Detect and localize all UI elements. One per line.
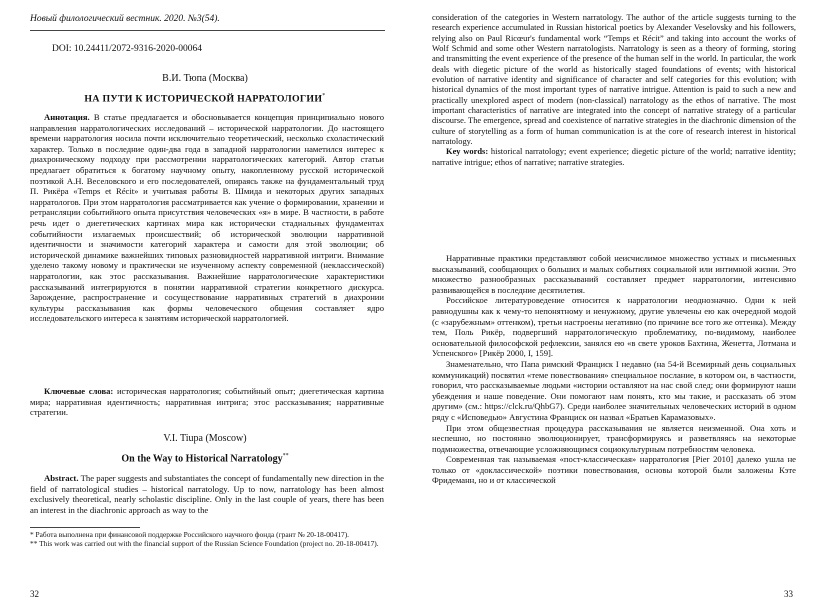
abstract-ru <box>30 112 384 324</box>
keywords-ru-text: историческая нарратология; событийный опыт; диегетическая картина мира; нарративная идентичность; нарративная интрига; этос рассказывания; нарративные стратегии. <box>30 386 384 418</box>
body-text <box>432 253 796 486</box>
footnotes <box>30 530 384 548</box>
abstract-en-continued <box>432 12 796 167</box>
abstract-ru-label: Аннотация. <box>44 112 90 122</box>
body-paragraph: Нарративные практики представляют собой неисчислимое множество устных и письменных высказываний, сообщающих о больших и малых событиях социальной или интимной жизни. Это множество разнообразных рассказываний составляет предмет нарратологии, интенсивно развивающейся в последние десятилетия. <box>432 253 796 295</box>
title-en-footnote-mark: ** <box>282 453 289 459</box>
title-en-text: On the Way to Historical Narratology <box>121 453 283 465</box>
abstract-en-continued-text: consideration of the categories in Western narratology. The author of the article suggests turning to the research experience accumulated in Russian historical poetics by Alexander Veselovsky and his followers, relying also on Paul Ricœur's fundamental work “Temps et Récit” and taking into account the works of Wolf Schmid and some other Western narratologists. Narratology is seen as a theory of forming, storing and transmitting the event experience of the presence of the human self in the world. In particular, the work deals with diegetic picture of the world as historically staged foundations of events; with historical evolution of narrative identity and significance of character and self categories for this evolution; with historical dynamics of the most important types of narrative intrigue. Attention is paid to such a new and practically unexplored aspect of modern (non-classical) narratology as the ethos of narrative. The most important characteristics of narrative are integrated into the concept of narrative strategy of a particular discourse. The emergence, spread and coexistence of narrative strategies in the diachronic dimension of the culture of storytelling as a form of human communication is at the core of research interest in historical narratology. <box>432 12 796 147</box>
footnote-2: ** This work was carried out with the financial support of the Russian Science Foundation (project no. 20-18-00417). <box>30 539 379 549</box>
page-number-left: 32 <box>30 589 39 599</box>
title-ru-footnote-mark: * <box>322 93 326 99</box>
abstract-en-text: The paper suggests and substantiates the concept of fundamentally new direction in the field of narratological studies – historical narratology. Up to now, narratology has been almost exclusively theoretical, nearly scholastic discipline. Only in the last couple of years, there has been an interest in the diachronic approach as way to the <box>30 473 385 515</box>
author-en: V.I. Tiupa (Moscow) <box>163 433 247 444</box>
header-rule <box>30 30 385 31</box>
footnote-rule <box>30 527 140 528</box>
abstract-ru-text: В статье предлагается и обосновывается концепция принципиально нового направления нарратологических исследований – исторической нарратологии. До настоящего времени нарратология носила почти исключительно теоретический, несколько схоластический характер. Только в последние один-два года в западной нарратологии наметился интерес к диахроническому подходу при рассмотрении нарратологических категорий. Автор статьи предлагает обратиться к богатому научному опыту, накопленному русской исторической поэтикой А.Н. Веселовского и его последователей, опираясь также на фундаментальный труд П. Рикёра «Temps et Récit» и учитывая работы В. Шмида и некоторых других западных нарратологов. При этом нарратология рассматривается как учение о формировании, хранении и ретрансляции событийного опыта присутствия человеческих «я» в мире. В частности, в работе речь идет о диегетических картинах мира как исторически стадиальных фундаментах событийности излагаемых происшествий; об исторической эволюции нарративной идентичности и значимости категорий характера и самости для этой эволюции; об исторической динамике важнейших типовых разновидностей нарративной интриги. Внимание уделено такому новому и практически не изученному аспекту современной (неклассической) нарратологии, как этос рассказывания. Важнейшие нарратологические характеристики рассказываний интегрируются в понятии нарративной стратегии конкретного дискурса. Зарождение, распространение и сосуществование нарративных стратегий в диахронии культуры рассказывания как формы человеческого общения составляет ядро исследовательского интереса к занятиям исторической нарратологией. <box>30 112 384 324</box>
author-ru: В.И. Тюпа (Москва) <box>162 73 248 84</box>
keywords-en-label: Key words: <box>446 146 489 157</box>
title-ru-text: НА ПУТИ К ИСТОРИЧЕСКОЙ НАРРАТОЛОГИИ <box>84 93 323 105</box>
keywords-en-text: historical narratology; event experience; diegetic picture of the world; narrative identity; narrative intrigue; ethos of narrative; narrative strategies. <box>432 146 796 167</box>
page-number-right: 33 <box>784 589 793 599</box>
abstract-en-label: Abstract. <box>44 473 79 483</box>
keywords-ru <box>30 386 384 418</box>
body-paragraph: Современная так называемая «пост-классическая» нарратология [Pier 2010] далеко ушла не только от «доклассической» поэтики повествования, основы которой были заложены Кэте Фридеманн, но и от классической <box>432 454 796 486</box>
body-paragraph: Знаменательно, что Папа римский Франциск I недавно (на 54-й Всемирный день социальных коммуникаций) посвятил «теме повествования» специальное послание, в котором он, в частности, говорил, что рассказываемые людьми «истории оставляют на нас свой след; они формируют наши убеждения и наше поведение. Они помогают нам понять, кто мы такие, и рассказать об этом другим» (см.: https://clck.ru/QhbG7). Среди наиболее значительных человеческих историй в одном ряду с «Исповедью» Августина Франциск он назвал «Братьев Карамазовых». <box>432 358 796 422</box>
title-en <box>0 453 410 464</box>
keywords-ru-label: Ключевые слова: <box>44 386 114 396</box>
doi: DOI: 10.24411/2072-9316-2020-00064 <box>52 44 203 54</box>
body-paragraph: При этом общезвестная процедура рассказывания не является неизменной. Она хоть и неспешно, но постоянно эволюционирует, трансформируясь и разветвляясь на некоторые подмножества, отвечающие усложняющимся социокультурным потребностям человека. <box>432 422 796 454</box>
running-header: Новый филологический вестник. 2020. №3(54). <box>30 14 220 24</box>
abstract-en <box>30 473 384 515</box>
body-paragraph: Российское литературоведение относится к нарратологии неоднозначно. Одни к ней равнодушны как к чему-то непонятному и ненужному, другие увлечены ею как очередной модой (с «зарубежным» оттенком), третьи настроены негативно (по причине все того же оттенка). Между тем, Поль Рикёр, подвергший нарратологическую проблематику, по-видимому, наиболее основательной философской рефлексии, занялся ею «в свете уроков Бахтина, Женетта, Лотмана и Успенского» [Рикёр 2000, I, 159]. <box>432 295 796 359</box>
footnote-1: * Работа выполнена при финансовой поддержке Российского научного фонда (грант № 20-18-00417). <box>30 530 350 539</box>
title-ru <box>0 93 410 104</box>
right-page <box>410 0 820 609</box>
